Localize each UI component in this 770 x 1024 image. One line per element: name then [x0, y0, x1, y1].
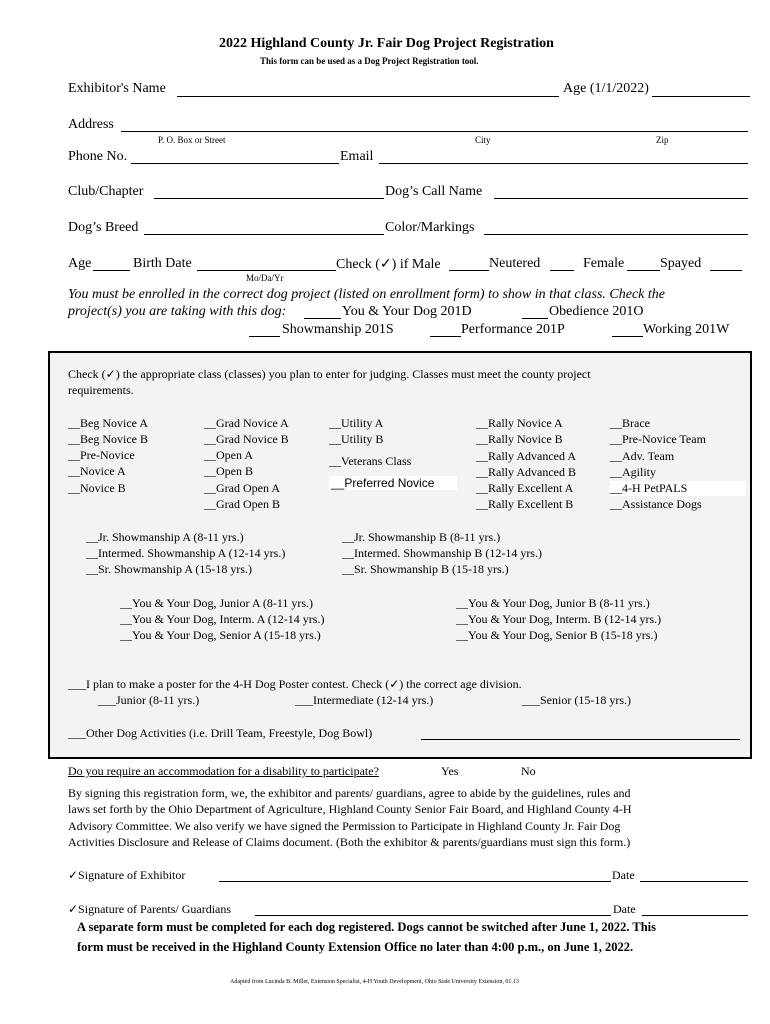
spayed-label: Spayed [660, 256, 702, 271]
class-grad-open-b[interactable]: __Grad Open B [204, 497, 280, 511]
color-label: Color/Markings [385, 220, 475, 235]
age-field[interactable] [652, 96, 750, 97]
class-pre-novice-team[interactable]: __Pre-Novice Team [610, 432, 706, 446]
showmanship-intermed-b[interactable]: __Intermed. Showmanship B (12-14 yrs.) [342, 546, 542, 560]
phone-label: Phone No. [68, 149, 128, 164]
parent-date-label: Date [613, 902, 636, 916]
call-name-label: Dog’s Call Name [385, 184, 483, 199]
class-novice-a[interactable]: __Novice A [68, 464, 126, 478]
poster-contest[interactable]: ___I plan to make a poster for the 4-H Dog Poster contest. Check (✓) the correct age division. [68, 677, 522, 691]
yyd-senior-a[interactable]: __You & Your Dog, Senior A (15-18 yrs.) [120, 628, 321, 642]
parent-signature-field[interactable] [255, 915, 611, 916]
city-caption: City [475, 135, 491, 145]
accommodation-question: Do you require an accommodation for a disability to participate? [68, 764, 379, 778]
poster-senior[interactable]: ___Senior (15-18 yrs.) [522, 693, 631, 707]
class-agility[interactable]: __Agility [610, 465, 657, 479]
poster-intermediate[interactable]: ___Intermediate (12-14 yrs.) [295, 693, 434, 707]
footer-credit: Adapted from Lucinda B. Miller, Extension Specialist, 4-H Youth Development, Ohio State University Extension, 01.13 [230, 979, 519, 985]
agreement-line-1: By signing this registration form, we, the exhibitor and parents/ guardians, agree to abide by the guidelines, rules and [68, 786, 631, 800]
dog-age-field[interactable] [93, 270, 130, 271]
call-name-field[interactable] [494, 198, 748, 199]
agreement-line-4: Activities Disclosure and Release of Claims document. (Both the exhibitor & parents/guardians must sign this form.) [68, 835, 631, 849]
exhibitor-signature-field[interactable] [219, 881, 611, 882]
class-rally-advanced-b[interactable]: __Rally Advanced B [476, 465, 576, 479]
class-utility-b[interactable]: __Utility B [329, 432, 384, 446]
yyd-interm-a[interactable]: __You & Your Dog, Interm. A (12-14 yrs.) [120, 612, 325, 626]
performance-project: Performance 201P [461, 322, 565, 337]
class-4h-petpals[interactable]: __4-H PetPALS [610, 481, 746, 496]
exhibitor-signature-label: ✓Signature of Exhibitor [68, 868, 186, 882]
neutered-field[interactable] [550, 270, 574, 271]
exhibitor-name-field[interactable] [177, 96, 559, 97]
you-your-dog-check[interactable] [304, 318, 341, 319]
yyd-junior-a[interactable]: __You & Your Dog, Junior A (8-11 yrs.) [120, 596, 314, 610]
class-rally-novice-a[interactable]: __Rally Novice A [476, 416, 563, 430]
showmanship-jr-b[interactable]: __Jr. Showmanship B (8-11 yrs.) [342, 530, 501, 544]
birth-date-label: Birth Date [133, 256, 192, 271]
club-label: Club/Chapter [68, 184, 144, 199]
showmanship-intermed-a[interactable]: __Intermed. Showmanship A (12-14 yrs.) [86, 546, 286, 560]
accommodation-no[interactable]: No [521, 764, 536, 778]
address-label: Address [68, 117, 114, 132]
female-field[interactable] [627, 270, 660, 271]
page-subtitle: This form can be used as a Dog Project Registration tool. [260, 56, 479, 66]
female-label: Female [583, 256, 625, 271]
agreement-line-3: Advisory Committee. We also verify we have signed the Permission to Participate in Highland County Jr. Fair Dog [68, 819, 621, 833]
poster-junior[interactable]: ___Junior (8-11 yrs.) [98, 693, 200, 707]
email-label: Email [340, 149, 374, 164]
obedience-project: Obedience 201O [549, 304, 644, 319]
exhibitor-name-label: Exhibitor's Name [68, 81, 166, 96]
color-field[interactable] [484, 234, 748, 235]
class-adv-team[interactable]: __Adv. Team [610, 449, 675, 463]
spayed-field[interactable] [710, 270, 742, 271]
box-intro-2: requirements. [68, 383, 134, 397]
showmanship-jr-a[interactable]: __Jr. Showmanship A (8-11 yrs.) [86, 530, 244, 544]
exhibitor-date-field[interactable] [640, 881, 748, 882]
showmanship-sr-a[interactable]: __Sr. Showmanship A (15-18 yrs.) [86, 562, 253, 576]
class-rally-excellent-b[interactable]: __Rally Excellent B [476, 497, 574, 511]
phone-field[interactable] [131, 163, 339, 164]
performance-check[interactable] [430, 336, 461, 337]
class-brace[interactable]: __Brace [610, 416, 650, 430]
class-rally-excellent-a[interactable]: __Rally Excellent A [476, 481, 574, 495]
class-utility-a[interactable]: __Utility A [329, 416, 384, 430]
neutered-label: Neutered [489, 256, 541, 271]
class-veterans[interactable]: __Veterans Class [329, 454, 412, 468]
breed-field[interactable] [144, 234, 384, 235]
yyd-interm-b[interactable]: __You & Your Dog, Interm. B (12-14 yrs.) [456, 612, 662, 626]
notice-line-1: A separate form must be completed for each dog registered. Dogs cannot be switched after June 1, 2022. This [77, 920, 657, 934]
parent-date-field[interactable] [642, 915, 748, 916]
zip-caption: Zip [656, 135, 669, 145]
page-title: 2022 Highland County Jr. Fair Dog Project Registration [219, 36, 554, 51]
class-grad-open-a[interactable]: __Grad Open A [204, 481, 280, 495]
yyd-senior-b[interactable]: __You & Your Dog, Senior B (15-18 yrs.) [456, 628, 658, 642]
breed-label: Dog’s Breed [68, 220, 139, 235]
class-novice-b[interactable]: __Novice B [68, 481, 126, 495]
other-activities[interactable]: ___Other Dog Activities (i.e. Drill Team, Freestyle, Dog Bowl) [68, 726, 373, 740]
address-field[interactable] [121, 131, 748, 132]
showmanship-project: Showmanship 201S [282, 322, 394, 337]
exhibitor-date-label: Date [612, 868, 635, 882]
class-pre-novice[interactable]: __Pre-Novice [68, 448, 135, 462]
parent-signature-label: ✓Signature of Parents/ Guardians [68, 902, 232, 916]
email-field[interactable] [379, 163, 748, 164]
birth-date-field[interactable] [197, 270, 336, 271]
enroll-line-2: project(s) you are taking with this dog: [68, 304, 287, 319]
class-open-a[interactable]: __Open A [204, 448, 253, 462]
agreement-line-2: laws set forth by the Ohio Department of Agriculture, Highland County Senior Fair Board, and Highland County 4-H [68, 802, 632, 816]
accommodation-yes[interactable]: Yes [441, 764, 459, 778]
class-rally-novice-b[interactable]: __Rally Novice B [476, 432, 563, 446]
mo-da-yr-caption: Mo/Da/Yr [246, 273, 284, 283]
showmanship-check[interactable] [249, 336, 280, 337]
working-project: Working 201W [643, 322, 730, 337]
class-preferred-novice[interactable]: __Preferred Novice [329, 476, 457, 490]
class-open-b[interactable]: __Open B [204, 464, 253, 478]
enroll-line-1: You must be enrolled in the correct dog project (listed on enrollment form) to show in that class. Check the [68, 287, 666, 302]
class-beg-novice-b[interactable]: __Beg Novice B [68, 432, 148, 446]
male-field[interactable] [449, 270, 489, 271]
male-label: Check (✓) if Male [336, 257, 441, 272]
class-grad-novice-b[interactable]: __Grad Novice B [204, 432, 289, 446]
other-activities-field[interactable] [421, 739, 740, 740]
yyd-junior-b[interactable]: __You & Your Dog, Junior B (8-11 yrs.) [456, 596, 650, 610]
age-label: Age [68, 256, 92, 271]
box-intro-1: Check (✓) the appropriate class (classes) you plan to enter for judging. Classes must meet the county project [68, 367, 591, 381]
class-rally-advanced-a[interactable]: __Rally Advanced A [476, 449, 576, 463]
showmanship-sr-b[interactable]: __Sr. Showmanship B (15-18 yrs.) [342, 562, 509, 576]
you-your-dog-project: You & Your Dog 201D [342, 304, 472, 319]
working-check[interactable] [612, 336, 643, 337]
age-date-label: Age (1/1/2022) [563, 81, 649, 96]
class-grad-novice-a[interactable]: __Grad Novice A [204, 416, 289, 430]
class-beg-novice-a[interactable]: __Beg Novice A [68, 416, 148, 430]
po-box-caption: P. O. Box or Street [158, 135, 226, 145]
club-field[interactable] [154, 198, 384, 199]
notice-line-2: form must be received in the Highland County Extension Office no later than 4:00 p.m., on June 1, 2022. [77, 940, 634, 954]
class-assistance-dogs[interactable]: __Assistance Dogs [610, 497, 702, 511]
obedience-check[interactable] [522, 318, 548, 319]
